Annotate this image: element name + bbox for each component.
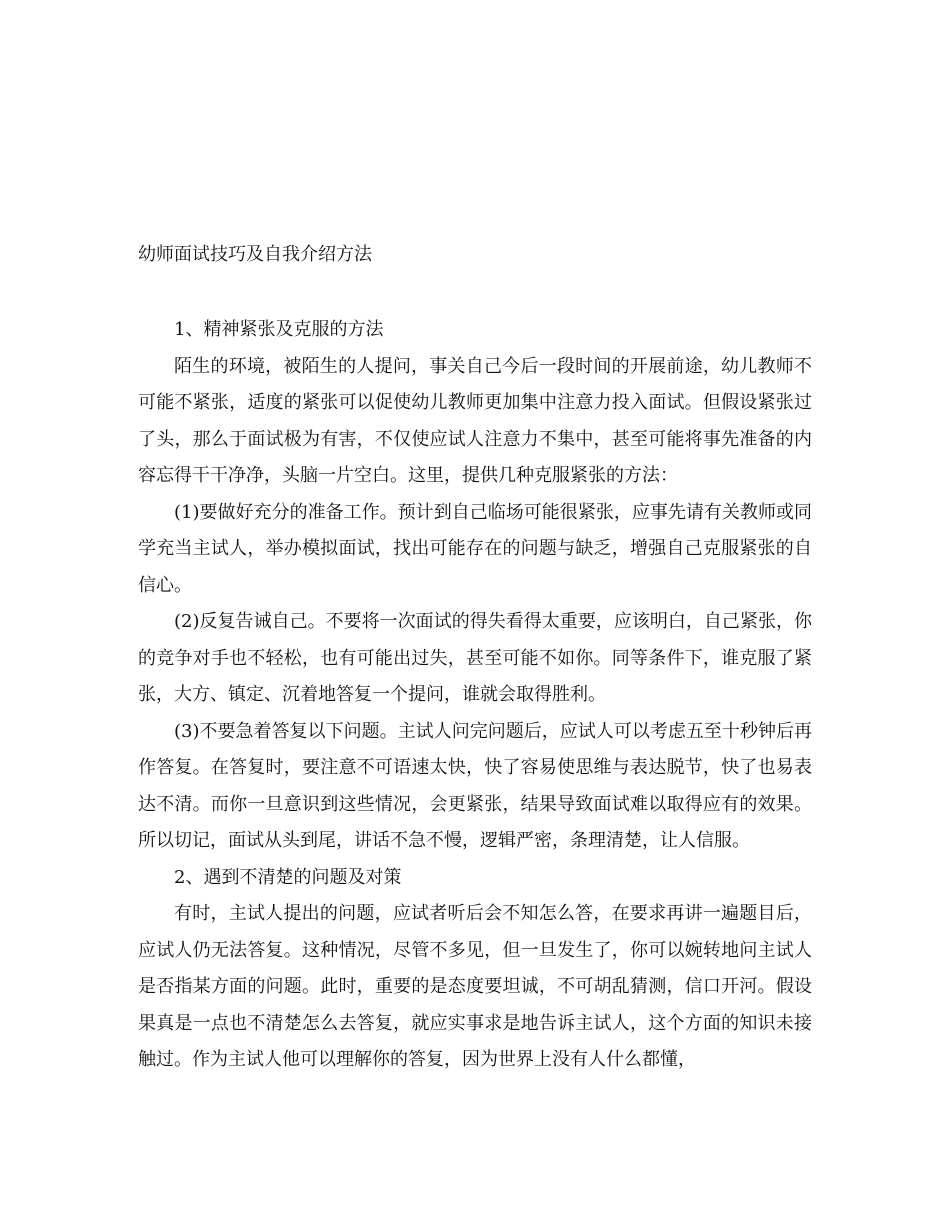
section-heading: 1、精神紧张及克服的方法 — [174, 319, 384, 340]
document-body — [138, 312, 812, 1079]
paragraph: (2)反复告诫自己。不要将一次面试的得失看得太重要，应该明白，自己紧张，你的竞争对手也不轻松，也有可能出过失，甚至可能不如你。同等条件下，谁克服了紧张，大方、镇定、沉着地答复一个提问，谁就会取得胜利。 — [138, 611, 812, 705]
section-heading: 2、遇到不清楚的问题及对策 — [174, 866, 402, 888]
paragraph: (1)要做好充分的准备工作。预计到自己临场可能很紧张，应事先请有关教师或同学充当主试人，举办模拟面试，找出可能存在的问题与缺乏，增强自己克服紧张的自信心。 — [138, 501, 812, 596]
paragraph: 陌生的环境，被陌生的人提问，事关自己今后一段时间的开展前途，幼儿教师不可能不紧张，适度的紧张可以促使幼儿教师更加集中注意力投入面试。但假设紧张过了头，那么于面试极为有害，不仅使应试人注意力不集中，甚至可能将事先准备的内容忘得干干净净，头脑一片空白。这里，提供几种克服紧张的方法： — [138, 355, 812, 486]
paragraph: (3)不要急着答复以下问题。主试人问完问题后，应试人可以考虑五至十秒钟后再作答复。在答复时，要注意不可语速太快，快了容易使思维与表达脱节，快了也易表达不清。而你一旦意识到这些情况，会更紧张，结果导致面试难以取得应有的效果。所以切记，面试从头到尾，讲话不急不慢，逻辑严密，条理清楚，让人信服。 — [138, 720, 812, 851]
paragraph: 有时，主试人提出的问题，应试者听后会不知怎么答，在要求再讲一遍题目后，应试人仍无法答复。这种情况，尽管不多见，但一旦发生了，你可以婉转地问主试人是否指某方面的问题。此时，重要的是态度要坦诚，不可胡乱猜测，信口开河。假设果真是一点也不清楚怎么去答复，就应实事求是地告诉主试人，这个方面的知识未接触过。作为主试人他可以理解你的答复，因为世界上没有人什么都懂， — [138, 903, 812, 1070]
document-title: 幼师面试技巧及自我介绍方法 — [138, 244, 372, 265]
